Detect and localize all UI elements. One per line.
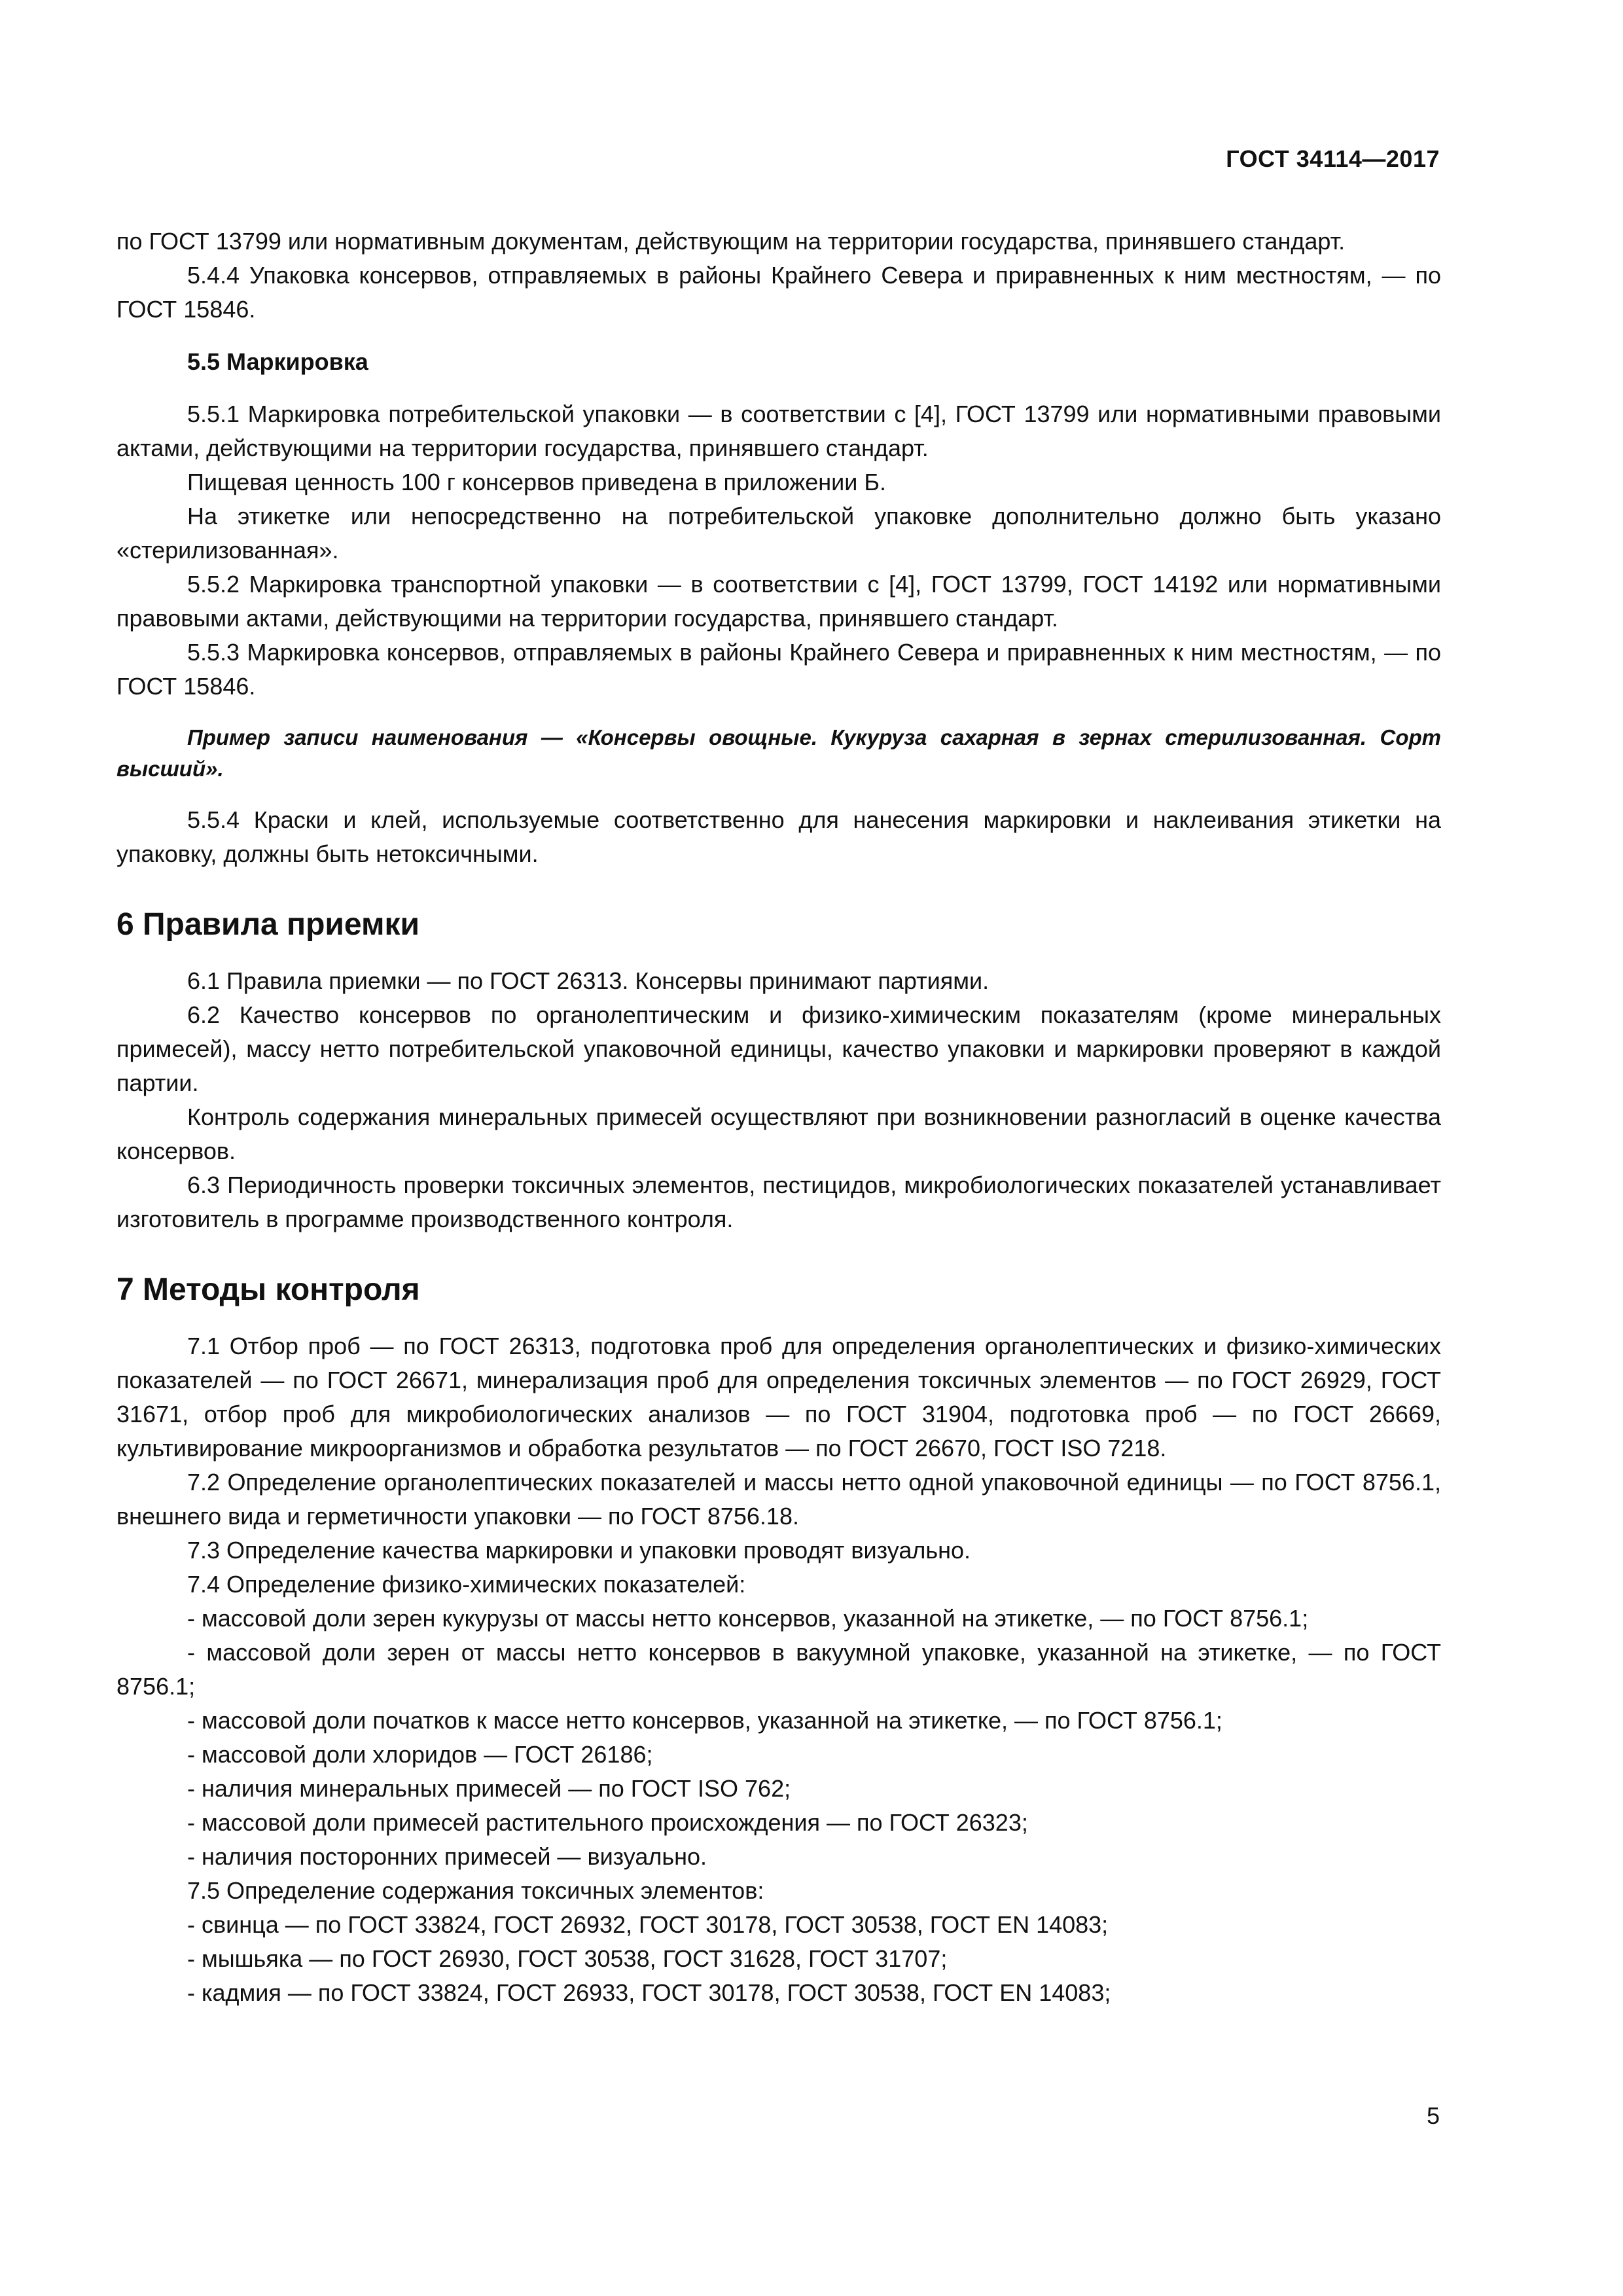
list-item-7-5-1: - свинца — по ГОСТ 33824, ГОСТ 26932, ГОСТ 30178, ГОСТ 30538, ГОСТ EN 14083; bbox=[187, 1911, 1109, 1938]
paragraph-5-5-2: 5.5.2 Маркировка транспортной упаковки — в соответствии с [4], ГОСТ 13799, ГОСТ 14192 или нормативными правовыми актами, действующими на территории государства, принявшего стандарт. bbox=[116, 571, 1441, 632]
list-item-7-4-3: - массовой доли початков к массе нетто консервов, указанной на этикетке, — по ГОСТ 8756.1; bbox=[187, 1707, 1222, 1734]
paragraph-5-5-1-label: На этикетке или непосредственно на потребительской упаковке дополнительно должно быть указано «стерилизованная». bbox=[116, 503, 1441, 564]
paragraph-5-5-1: 5.5.1 Маркировка потребительской упаковки — в соответствии с [4], ГОСТ 13799 или нормативными правовыми актами, действующими на территории государства, принявшего стандарт. bbox=[116, 401, 1441, 461]
section-heading-7: 7 Методы контроля bbox=[116, 1272, 420, 1307]
list-item-7-4-4: - массовой доли хлоридов — ГОСТ 26186; bbox=[187, 1741, 653, 1768]
paragraph-7-2: 7.2 Определение органолептических показателей и массы нетто одной упаковочной единицы — по ГОСТ 8756.1, внешнего вида и герметичности упаковки — по ГОСТ 8756.18. bbox=[116, 1469, 1441, 1530]
list-item-7-4-7: - наличия посторонних примесей — визуально. bbox=[187, 1843, 707, 1870]
paragraph-5-4-4: 5.4.4 Упаковка консервов, отправляемых в районы Крайнего Севера и приравненных к ним местностям, — по ГОСТ 15846. bbox=[116, 262, 1441, 323]
subsection-heading-5-5: 5.5 Маркировка bbox=[187, 348, 368, 375]
page-number: 5 bbox=[1426, 2102, 1440, 2129]
paragraph-7-3: 7.3 Определение качества маркировки и упаковки проводят визуально. bbox=[187, 1537, 971, 1564]
paragraph-6-2-minerals: Контроль содержания минеральных примесей осуществляют при возникновении разногласий в оценке качества консервов. bbox=[116, 1103, 1441, 1164]
paragraph-7-1: 7.1 Отбор проб — по ГОСТ 26313, подготовка проб для определения органолептических и физико-химических показателей — по ГОСТ 26671, минерализация проб для определения токсичных элементов — по ГОСТ 26929, ГОСТ 31671, отбор проб для микробиологических анализов — по ГОСТ 31904, подготовка проб — по ГОСТ 26669, культивирование микроорганизмов и обработка результатов — по ГОСТ 26670, ГОСТ ISO 7218. bbox=[116, 1333, 1441, 1462]
list-item-7-5-2: - мышьяка — по ГОСТ 26930, ГОСТ 30538, ГОСТ 31628, ГОСТ 31707; bbox=[187, 1945, 948, 1972]
paragraph-6-1: 6.1 Правила приемки — по ГОСТ 26313. Консервы принимают партиями. bbox=[187, 967, 990, 994]
document-body bbox=[116, 224, 1441, 2010]
list-item-7-5-3: - кадмия — по ГОСТ 33824, ГОСТ 26933, ГОСТ 30178, ГОСТ 30538, ГОСТ EN 14083; bbox=[187, 1979, 1111, 2006]
list-item-7-4-5: - наличия минеральных примесей — по ГОСТ ISO 762; bbox=[187, 1775, 791, 1802]
example-note: Пример записи наименования — «Консервы овощные. Кукуруза сахарная в зернах стерилизованная. Сорт высший». bbox=[116, 725, 1441, 781]
document-code-header: ГОСТ 34114—2017 bbox=[1226, 145, 1440, 172]
list-item-7-4-2: - массовой доли зерен от массы нетто консервов в вакуумной упаковке, указанной на этикетке, — по ГОСТ 8756.1; bbox=[116, 1639, 1441, 1700]
paragraph-7-4: 7.4 Определение физико-химических показателей: bbox=[187, 1571, 746, 1598]
list-item-7-4-1: - массовой доли зерен кукурузы от массы нетто консервов, указанной на этикетке, — по ГОСТ 8756.1; bbox=[187, 1605, 1309, 1632]
paragraph-5-5-3: 5.5.3 Маркировка консервов, отправляемых в районы Крайнего Севера и приравненных к ним местностям, — по ГОСТ 15846. bbox=[116, 639, 1441, 700]
paragraph-5-5-1-nutrition: Пищевая ценность 100 г консервов приведена в приложении Б. bbox=[187, 469, 887, 495]
section-heading-6: 6 Правила приемки bbox=[116, 907, 420, 942]
list-item-7-4-6: - массовой доли примесей растительного происхождения — по ГОСТ 26323; bbox=[187, 1809, 1028, 1836]
paragraph-continuation: по ГОСТ 13799 или нормативным документам, действующим на территории государства, принявшего стандарт. bbox=[116, 228, 1346, 255]
paragraph-6-3: 6.3 Периодичность проверки токсичных элементов, пестицидов, микробиологических показателей устанавливает изготовитель в программе производственного контроля. bbox=[116, 1172, 1441, 1232]
paragraph-7-5: 7.5 Определение содержания токсичных элементов: bbox=[187, 1877, 764, 1904]
paragraph-6-2: 6.2 Качество консервов по органолептическим и физико-химическим показателям (кроме минеральных примесей), массу нетто потребительской упаковочной единицы, качество упаковки и маркировки проверяют в каждой партии. bbox=[116, 1001, 1441, 1096]
paragraph-5-5-4: 5.5.4 Краски и клей, используемые соответственно для нанесения маркировки и наклеивания этикетки на упаковку, должны быть нетоксичными. bbox=[116, 806, 1441, 867]
